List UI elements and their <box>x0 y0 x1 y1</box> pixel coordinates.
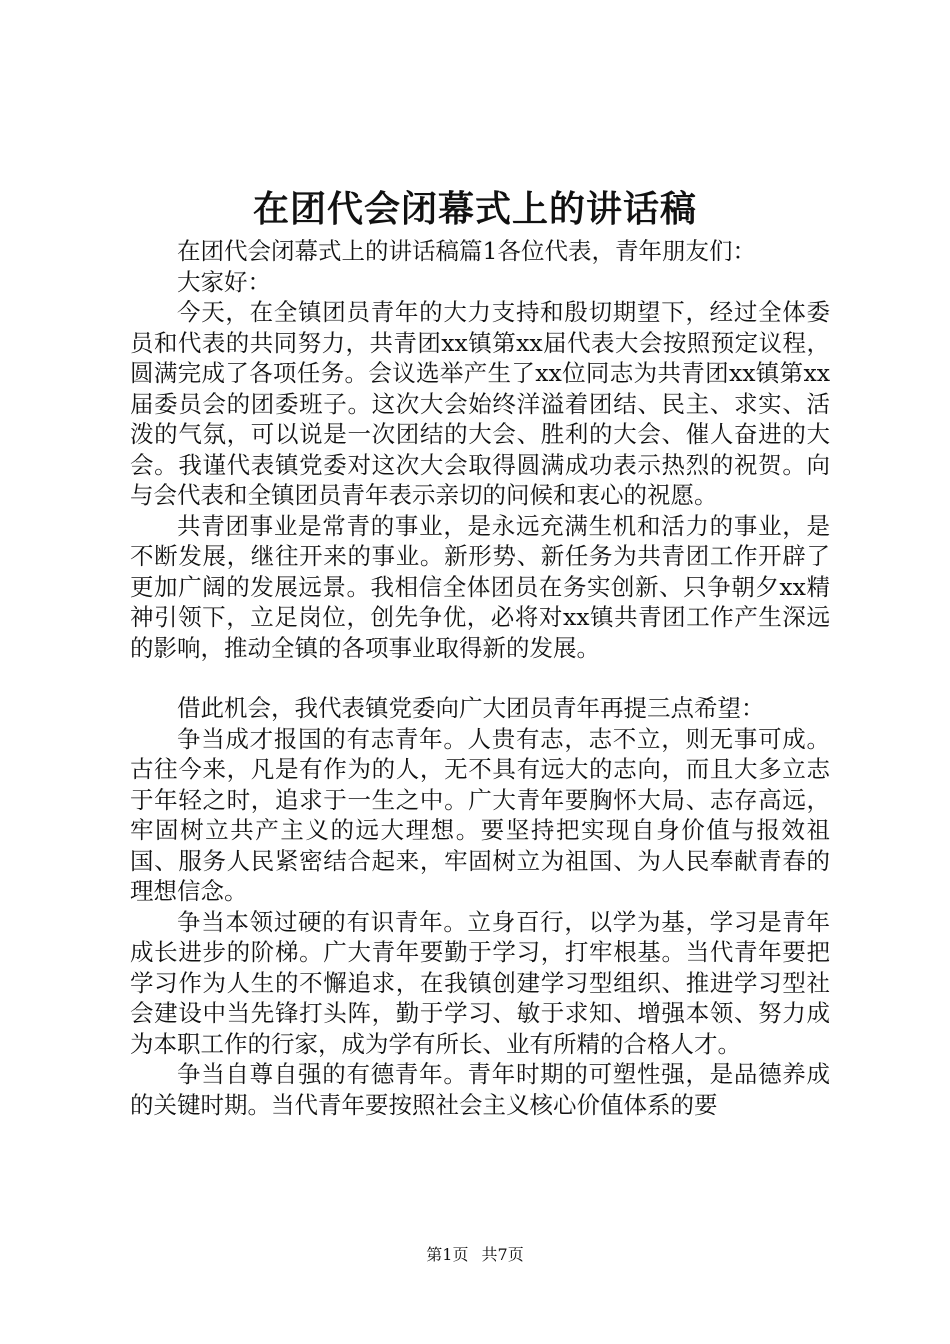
document-title: 在团代会闭幕式上的讲话稿 <box>252 188 697 230</box>
paragraph-congratulations: 今天，在全镇团员青年的大力支持和殷切期望下，经过全体委员和代表的共同努力，共青团xx镇第xx届代表大会按照预定议程，圆满完成了各项任务。会议选举产生了xx位同志为共青团xx镇第xx届委员会的团委班子。这次大会始终洋溢着团结、民主、求实、活泼的气氛，可以说是一次团结的大会、胜利的大会、催人奋进的大会。我谨代表镇党委对这次大会取得圆满成功表示热烈的祝贺。向与会代表和全镇团员青年表示亲切的问候和衷心的祝愿。 <box>130 298 830 509</box>
page-total: 共7页 <box>481 1245 524 1264</box>
paragraph-opening: 在团代会闭幕式上的讲话稿篇1各位代表，青年朋友们： <box>177 237 756 265</box>
paragraph-league-cause: 共青团事业是常青的事业，是永远充满生机和活力的事业，是不断发展，继往开来的事业。新形势、新任务为共青团工作开辟了更加广阔的发展远景。我相信全体团员在务实创新、只争朝夕xx精神引领下，立足岗位，创先争优，必将对xx镇共青团工作产生深远的影响，推动全镇的各项事业取得新的发展。 <box>130 511 830 662</box>
paragraph-hope-knowledge: 争当本领过硬的有识青年。立身百行，以学为基，学习是青年成长进步的阶梯。广大青年要勤于学习，打牢根基。当代青年要把学习作为人生的不懈追求，在我镇创建学习型组织、推进学习型社会建设中当先锋打头阵，勤于学习、敏于求知、增强本领、努力成为本职工作的行家，成为学有所长、业有所精的合格人才。 <box>130 907 830 1058</box>
paragraph-hope-virtue: 争当自尊自强的有德青年。青年时期的可塑性强，是品德养成的关键时期。当代青年要按照社会主义核心价值体系的要 <box>130 1060 830 1119</box>
document-body <box>130 236 830 1120</box>
paragraph-three-hopes: 借此机会，我代表镇党委向广大团员青年再提三点希望： <box>177 694 765 722</box>
page-footer <box>0 1244 950 1266</box>
page-number: 第1页 <box>426 1245 469 1264</box>
paragraph-greeting: 大家好： <box>177 267 271 296</box>
paragraph-hope-ambition: 争当成才报国的有志青年。人贵有志，志不立，则无事可成。古往今来，凡是有作为的人，无不具有远大的志向，而且大多立志于年轻之时，追求于一生之中。广大青年要胸怀大局、志存高远，牢固树立共产主义的远大理想。要坚持把实现自身价值与报效祖国、服务人民紧密结合起来，牢固树立为祖国、为人民奉献青春的理想信念。 <box>130 724 830 905</box>
